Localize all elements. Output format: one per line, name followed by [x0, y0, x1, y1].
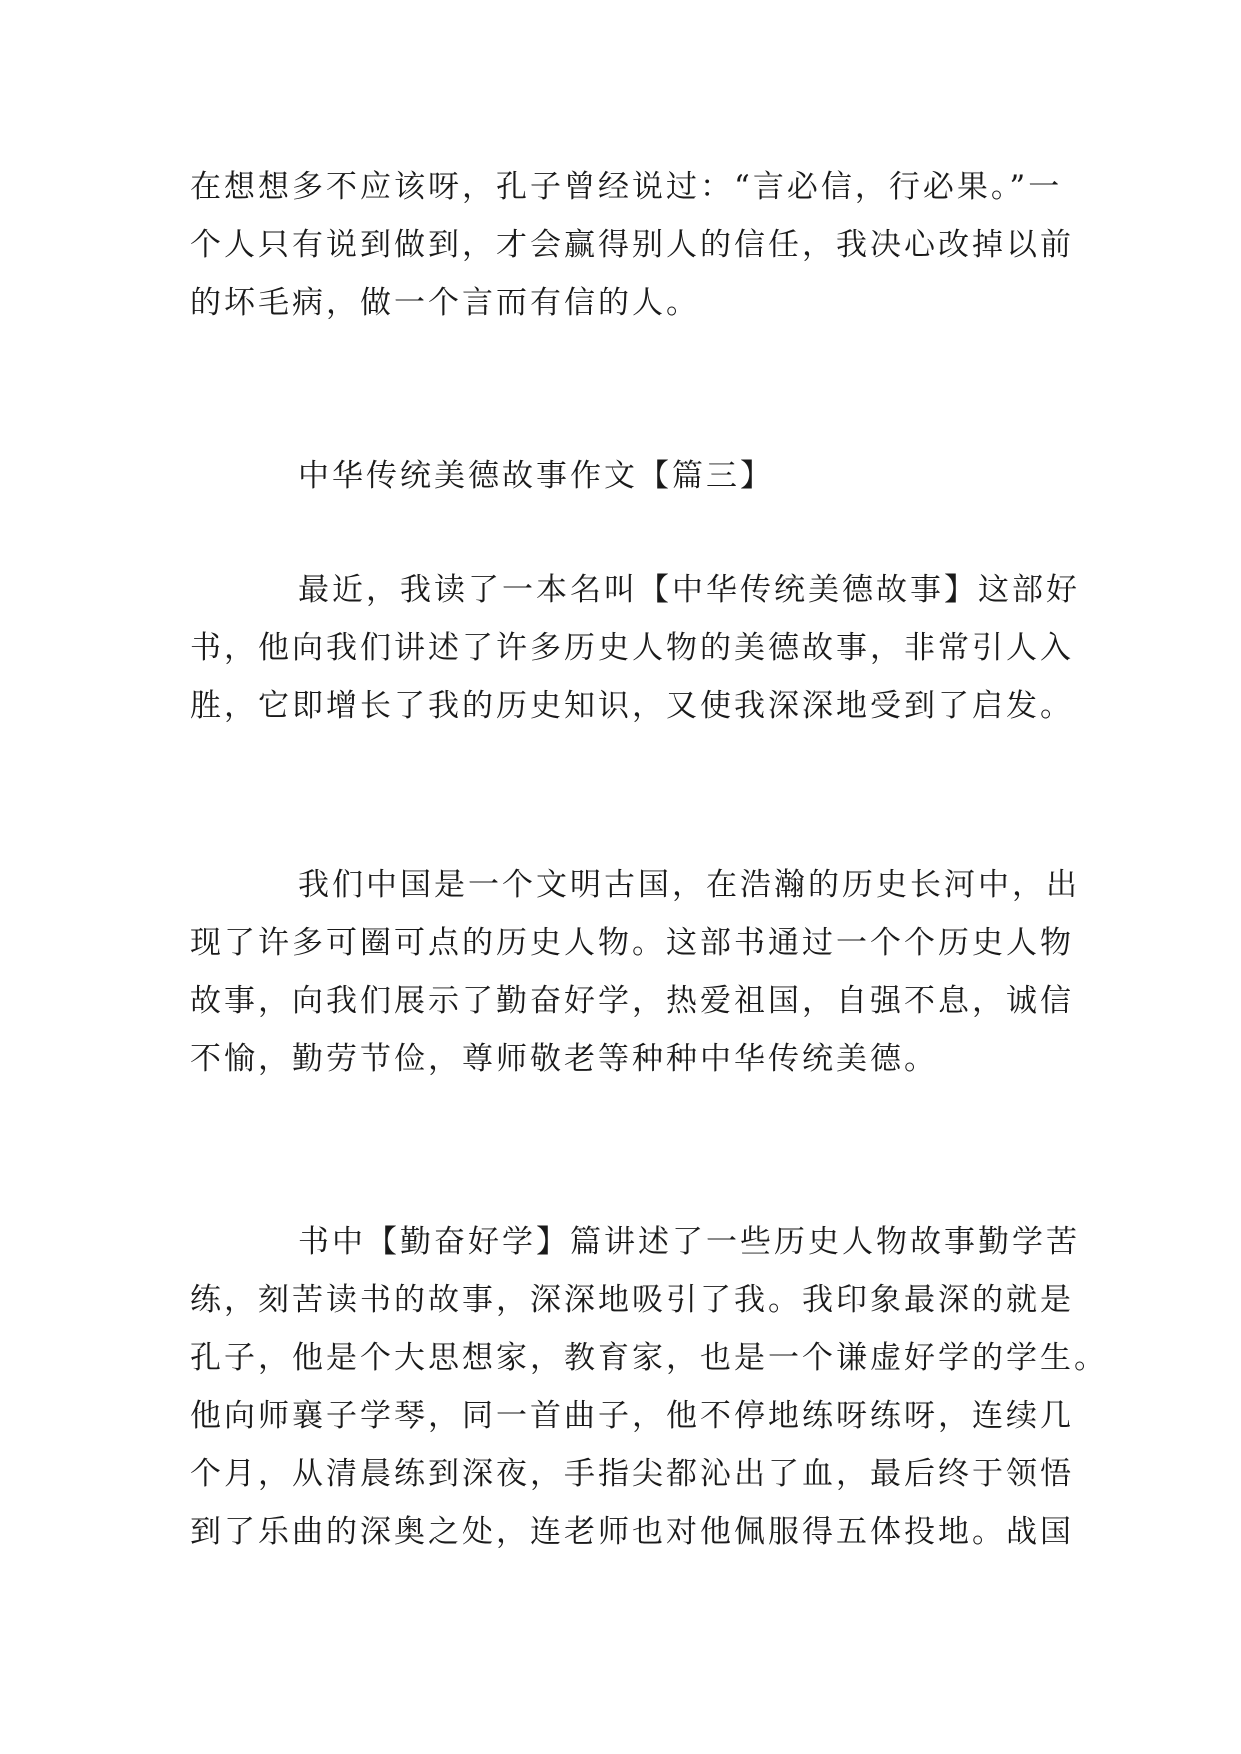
paragraph-line: 故事，向我们展示了勤奋好学，热爱祖国，自强不息，诚信 — [190, 983, 1074, 1019]
paragraph-2 — [190, 561, 1080, 735]
paragraph-line: 个月，从清晨练到深夜，手指尖都沁出了血，最后终于领悟 — [190, 1456, 1074, 1492]
paragraph-3 — [190, 856, 1080, 1088]
paragraph-line: 练，刻苦读书的故事，深深地吸引了我。我印象最深的就是 — [190, 1282, 1074, 1318]
paragraph-line: 胜，它即增长了我的历史知识，又使我深深地受到了启发。 — [190, 688, 1074, 724]
paragraph-line: 孔子，他是个大思想家，教育家，也是一个谦虚好学的学生。 — [190, 1340, 1108, 1376]
paragraph-1 — [190, 158, 1074, 332]
paragraph-line: 在想想多不应该呀，孔子曾经说过：“言必信，行必果。”一 — [190, 169, 1063, 205]
paragraph-4 — [190, 1213, 1108, 1561]
paragraph-line: 书中【勤奋好学】篇讲述了一些历史人物故事勤学苦 — [298, 1224, 1080, 1260]
paragraph-line: 最近，我读了一本名叫【中华传统美德故事】这部好 — [298, 572, 1080, 608]
paragraph-line: 书，他向我们讲述了许多历史人物的美德故事，非常引人入 — [190, 630, 1074, 666]
paragraph-line: 我们中国是一个文明古国，在浩瀚的历史长河中，出 — [298, 867, 1080, 903]
paragraph-line: 个人只有说到做到，才会赢得别人的信任，我决心改掉以前 — [190, 227, 1074, 263]
paragraph-line: 到了乐曲的深奥之处，连老师也对他佩服得五体投地。战国 — [190, 1514, 1074, 1550]
paragraph-line: 他向师襄子学琴，同一首曲子，他不停地练呀练呀，连续几 — [190, 1398, 1074, 1434]
paragraph-line: 现了许多可圈可点的历史人物。这部书通过一个个历史人物 — [190, 925, 1074, 961]
paragraph-line: 的坏毛病，做一个言而有信的人。 — [190, 285, 700, 321]
paragraph-line: 不愉，勤劳节俭，尊师敬老等种种中华传统美德。 — [190, 1041, 938, 1077]
section-title: 中华传统美德故事作文【篇三】 — [298, 458, 774, 494]
